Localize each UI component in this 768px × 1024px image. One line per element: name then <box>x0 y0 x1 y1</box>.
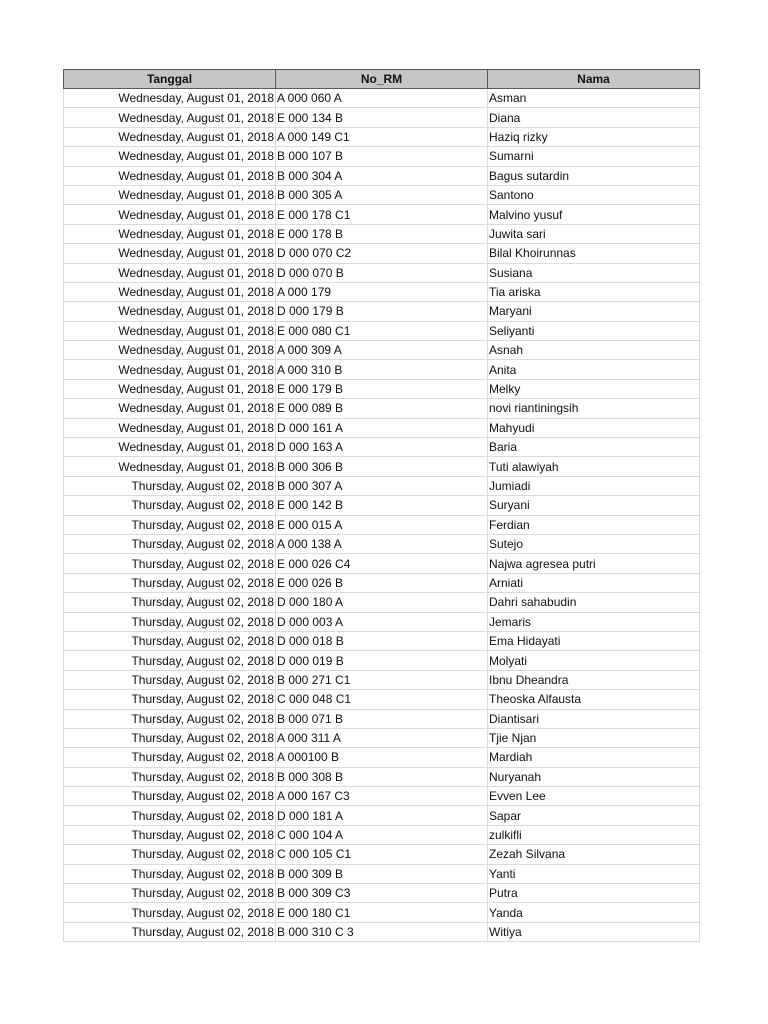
cell-no-rm[interactable]: A 000 138 A <box>276 534 488 553</box>
table-row <box>64 341 700 360</box>
cell-nama[interactable]: Seliyanti <box>488 321 700 340</box>
table-row <box>64 263 700 282</box>
cell-tanggal[interactable]: Thursday, August 02, 2018 <box>64 748 276 767</box>
table-row <box>64 224 700 243</box>
cell-nama[interactable]: Nuryanah <box>488 767 700 786</box>
table-row <box>64 399 700 418</box>
cell-tanggal[interactable]: Wednesday, August 01, 2018 <box>64 147 276 166</box>
cell-no-rm[interactable]: E 000 026 B <box>276 573 488 592</box>
table-row <box>64 302 700 321</box>
cell-no-rm[interactable]: A 000 310 B <box>276 360 488 379</box>
cell-nama[interactable]: Sutejo <box>488 534 700 553</box>
table-row <box>64 884 700 903</box>
cell-tanggal[interactable]: Thursday, August 02, 2018 <box>64 806 276 825</box>
cell-nama[interactable]: Bagus sutardin <box>488 166 700 185</box>
cell-no-rm[interactable]: E 000 026 C4 <box>276 554 488 573</box>
cell-no-rm[interactable]: E 000 015 A <box>276 515 488 534</box>
cell-no-rm[interactable]: A 000 060 A <box>276 89 488 108</box>
cell-no-rm[interactable]: E 000 179 B <box>276 379 488 398</box>
table-row <box>64 166 700 185</box>
cell-tanggal[interactable]: Wednesday, August 01, 2018 <box>64 418 276 437</box>
cell-tanggal[interactable]: Thursday, August 02, 2018 <box>64 709 276 728</box>
table-row <box>64 573 700 592</box>
cell-no-rm[interactable]: A 000 149 C1 <box>276 127 488 146</box>
cell-nama[interactable]: Diantisari <box>488 709 700 728</box>
cell-nama[interactable]: Sapar <box>488 806 700 825</box>
cell-no-rm[interactable]: B 000 310 C 3 <box>276 922 488 941</box>
cell-tanggal[interactable]: Wednesday, August 01, 2018 <box>64 224 276 243</box>
cell-nama[interactable]: Ema Hidayati <box>488 631 700 650</box>
cell-nama[interactable]: Evven Lee <box>488 787 700 806</box>
table-row <box>64 922 700 941</box>
table-row <box>64 127 700 146</box>
header-row <box>64 70 700 89</box>
table-row <box>64 476 700 495</box>
cell-tanggal[interactable]: Wednesday, August 01, 2018 <box>64 457 276 476</box>
cell-tanggal[interactable]: Thursday, August 02, 2018 <box>64 787 276 806</box>
table-row <box>64 709 700 728</box>
cell-tanggal[interactable]: Wednesday, August 01, 2018 <box>64 244 276 263</box>
table-row <box>64 690 700 709</box>
cell-nama[interactable]: Mardiah <box>488 748 700 767</box>
cell-nama[interactable]: Yanda <box>488 903 700 922</box>
patient-register-table <box>63 69 700 942</box>
cell-nama[interactable]: Yanti <box>488 864 700 883</box>
cell-nama[interactable]: Ibnu Dheandra <box>488 670 700 689</box>
cell-tanggal[interactable]: Thursday, August 02, 2018 <box>64 554 276 573</box>
table-row <box>64 534 700 553</box>
cell-no-rm[interactable]: A 000 311 A <box>276 728 488 747</box>
table-row <box>64 185 700 204</box>
cell-nama[interactable]: Diana <box>488 108 700 127</box>
cell-nama[interactable]: Bilal Khoirunnas <box>488 244 700 263</box>
header-nama[interactable]: Nama <box>488 70 700 89</box>
table-row <box>64 670 700 689</box>
cell-tanggal[interactable]: Thursday, August 02, 2018 <box>64 651 276 670</box>
cell-nama[interactable]: Melky <box>488 379 700 398</box>
cell-tanggal[interactable]: Thursday, August 02, 2018 <box>64 515 276 534</box>
cell-no-rm[interactable]: B 000 307 A <box>276 476 488 495</box>
table-row <box>64 767 700 786</box>
cell-tanggal[interactable]: Thursday, August 02, 2018 <box>64 496 276 515</box>
cell-tanggal[interactable]: Thursday, August 02, 2018 <box>64 631 276 650</box>
cell-no-rm[interactable]: D 000 163 A <box>276 438 488 457</box>
cell-no-rm[interactable]: E 000 178 B <box>276 224 488 243</box>
cell-nama[interactable]: Molyati <box>488 651 700 670</box>
cell-nama[interactable]: Sumarni <box>488 147 700 166</box>
cell-no-rm[interactable]: B 000 309 B <box>276 864 488 883</box>
table-row <box>64 728 700 747</box>
header-no-rm[interactable]: No_RM <box>276 70 488 89</box>
cell-nama[interactable]: Haziq rizky <box>488 127 700 146</box>
cell-no-rm[interactable]: D 000 018 B <box>276 631 488 650</box>
table-row <box>64 457 700 476</box>
cell-no-rm[interactable]: A 000 167 C3 <box>276 787 488 806</box>
table-row <box>64 108 700 127</box>
table-row <box>64 205 700 224</box>
cell-tanggal[interactable]: Wednesday, August 01, 2018 <box>64 321 276 340</box>
cell-no-rm[interactable]: A 000 309 A <box>276 341 488 360</box>
table-row <box>64 515 700 534</box>
cell-no-rm[interactable]: E 000 080 C1 <box>276 321 488 340</box>
cell-tanggal[interactable]: Thursday, August 02, 2018 <box>64 884 276 903</box>
cell-no-rm[interactable]: D 000 070 C2 <box>276 244 488 263</box>
cell-no-rm[interactable]: E 000 178 C1 <box>276 205 488 224</box>
cell-tanggal[interactable]: Wednesday, August 01, 2018 <box>64 438 276 457</box>
cell-no-rm[interactable]: D 000 070 B <box>276 263 488 282</box>
cell-nama[interactable]: Jumiadi <box>488 476 700 495</box>
table-row <box>64 89 700 108</box>
cell-no-rm[interactable]: B 000 306 B <box>276 457 488 476</box>
cell-nama[interactable]: Mahyudi <box>488 418 700 437</box>
table-row <box>64 282 700 301</box>
cell-tanggal[interactable]: Thursday, August 02, 2018 <box>64 573 276 592</box>
cell-nama[interactable]: Putra <box>488 884 700 903</box>
table-row <box>64 593 700 612</box>
cell-no-rm[interactable]: A 000 179 <box>276 282 488 301</box>
table-row <box>64 321 700 340</box>
cell-tanggal[interactable]: Wednesday, August 01, 2018 <box>64 399 276 418</box>
cell-nama[interactable]: Asman <box>488 89 700 108</box>
table-row <box>64 825 700 844</box>
cell-tanggal[interactable]: Thursday, August 02, 2018 <box>64 845 276 864</box>
table-row <box>64 379 700 398</box>
cell-nama[interactable]: Arniati <box>488 573 700 592</box>
cell-tanggal[interactable]: Wednesday, August 01, 2018 <box>64 360 276 379</box>
cell-no-rm[interactable]: B 000 071 B <box>276 709 488 728</box>
table-row <box>64 612 700 631</box>
cell-tanggal[interactable]: Thursday, August 02, 2018 <box>64 922 276 941</box>
cell-tanggal[interactable]: Thursday, August 02, 2018 <box>64 476 276 495</box>
cell-nama[interactable]: Maryani <box>488 302 700 321</box>
cell-tanggal[interactable]: Thursday, August 02, 2018 <box>64 728 276 747</box>
table-row <box>64 147 700 166</box>
table-row <box>64 631 700 650</box>
cell-tanggal[interactable]: Thursday, August 02, 2018 <box>64 612 276 631</box>
table-row <box>64 864 700 883</box>
cell-tanggal[interactable]: Wednesday, August 01, 2018 <box>64 185 276 204</box>
cell-no-rm[interactable]: D 000 019 B <box>276 651 488 670</box>
cell-nama[interactable]: zulkifli <box>488 825 700 844</box>
cell-nama[interactable]: Dahri sahabudin <box>488 593 700 612</box>
cell-no-rm[interactable]: C 000 048 C1 <box>276 690 488 709</box>
cell-tanggal[interactable]: Thursday, August 02, 2018 <box>64 767 276 786</box>
cell-no-rm[interactable]: E 000 089 B <box>276 399 488 418</box>
cell-no-rm[interactable]: D 000 179 B <box>276 302 488 321</box>
cell-no-rm[interactable]: C 000 104 A <box>276 825 488 844</box>
cell-nama[interactable]: Malvino yusuf <box>488 205 700 224</box>
cell-no-rm[interactable]: D 000 161 A <box>276 418 488 437</box>
cell-tanggal[interactable]: Wednesday, August 01, 2018 <box>64 341 276 360</box>
cell-nama[interactable]: Santono <box>488 185 700 204</box>
cell-tanggal[interactable]: Wednesday, August 01, 2018 <box>64 108 276 127</box>
cell-nama[interactable]: Juwita sari <box>488 224 700 243</box>
table-row <box>64 418 700 437</box>
cell-no-rm[interactable]: E 000 180 C1 <box>276 903 488 922</box>
cell-no-rm[interactable]: D 000 003 A <box>276 612 488 631</box>
cell-tanggal[interactable]: Thursday, August 02, 2018 <box>64 825 276 844</box>
cell-no-rm[interactable]: E 000 142 B <box>276 496 488 515</box>
cell-nama[interactable]: Anita <box>488 360 700 379</box>
cell-no-rm[interactable]: D 000 181 A <box>276 806 488 825</box>
cell-tanggal[interactable]: Thursday, August 02, 2018 <box>64 593 276 612</box>
cell-tanggal[interactable]: Wednesday, August 01, 2018 <box>64 89 276 108</box>
cell-tanggal[interactable]: Thursday, August 02, 2018 <box>64 864 276 883</box>
table-body <box>64 89 700 942</box>
cell-no-rm[interactable]: D 000 180 A <box>276 593 488 612</box>
table-row <box>64 806 700 825</box>
header-tanggal[interactable]: Tanggal <box>64 70 276 89</box>
cell-nama[interactable]: Suryani <box>488 496 700 515</box>
cell-tanggal[interactable]: Wednesday, August 01, 2018 <box>64 127 276 146</box>
cell-tanggal[interactable]: Thursday, August 02, 2018 <box>64 690 276 709</box>
cell-nama[interactable]: Jemaris <box>488 612 700 631</box>
cell-no-rm[interactable]: B 000 304 A <box>276 166 488 185</box>
cell-tanggal[interactable]: Wednesday, August 01, 2018 <box>64 205 276 224</box>
table-row <box>64 845 700 864</box>
cell-no-rm[interactable]: B 000 308 B <box>276 767 488 786</box>
cell-nama[interactable]: Tuti alawiyah <box>488 457 700 476</box>
table-row <box>64 360 700 379</box>
cell-no-rm[interactable]: C 000 105 C1 <box>276 845 488 864</box>
cell-no-rm[interactable]: B 000 107 B <box>276 147 488 166</box>
cell-tanggal[interactable]: Wednesday, August 01, 2018 <box>64 166 276 185</box>
cell-tanggal[interactable]: Wednesday, August 01, 2018 <box>64 263 276 282</box>
table-row <box>64 496 700 515</box>
cell-no-rm[interactable]: E 000 134 B <box>276 108 488 127</box>
cell-tanggal[interactable]: Wednesday, August 01, 2018 <box>64 282 276 301</box>
spreadsheet-sheet <box>63 69 699 942</box>
cell-nama[interactable]: Susiana <box>488 263 700 282</box>
table-row <box>64 438 700 457</box>
cell-tanggal[interactable]: Wednesday, August 01, 2018 <box>64 379 276 398</box>
cell-tanggal[interactable]: Thursday, August 02, 2018 <box>64 670 276 689</box>
cell-nama[interactable]: novi riantiningsih <box>488 399 700 418</box>
cell-tanggal[interactable]: Wednesday, August 01, 2018 <box>64 302 276 321</box>
cell-nama[interactable]: Tjie Njan <box>488 728 700 747</box>
cell-tanggal[interactable]: Thursday, August 02, 2018 <box>64 534 276 553</box>
cell-nama[interactable]: Witiya <box>488 922 700 941</box>
cell-nama[interactable]: Asnah <box>488 341 700 360</box>
table-row <box>64 554 700 573</box>
table-row <box>64 651 700 670</box>
cell-nama[interactable]: Baria <box>488 438 700 457</box>
cell-nama[interactable]: Tia ariska <box>488 282 700 301</box>
cell-nama[interactable]: Theoska Alfausta <box>488 690 700 709</box>
cell-nama[interactable]: Zezah Silvana <box>488 845 700 864</box>
cell-no-rm[interactable]: B 000 309 C3 <box>276 884 488 903</box>
cell-tanggal[interactable]: Thursday, August 02, 2018 <box>64 903 276 922</box>
cell-nama[interactable]: Najwa agresea putri <box>488 554 700 573</box>
table-row <box>64 903 700 922</box>
cell-nama[interactable]: Ferdian <box>488 515 700 534</box>
cell-no-rm[interactable]: B 000 271 C1 <box>276 670 488 689</box>
table-row <box>64 244 700 263</box>
cell-no-rm[interactable]: A 000100 B <box>276 748 488 767</box>
table-row <box>64 748 700 767</box>
cell-no-rm[interactable]: B 000 305 A <box>276 185 488 204</box>
table-row <box>64 787 700 806</box>
